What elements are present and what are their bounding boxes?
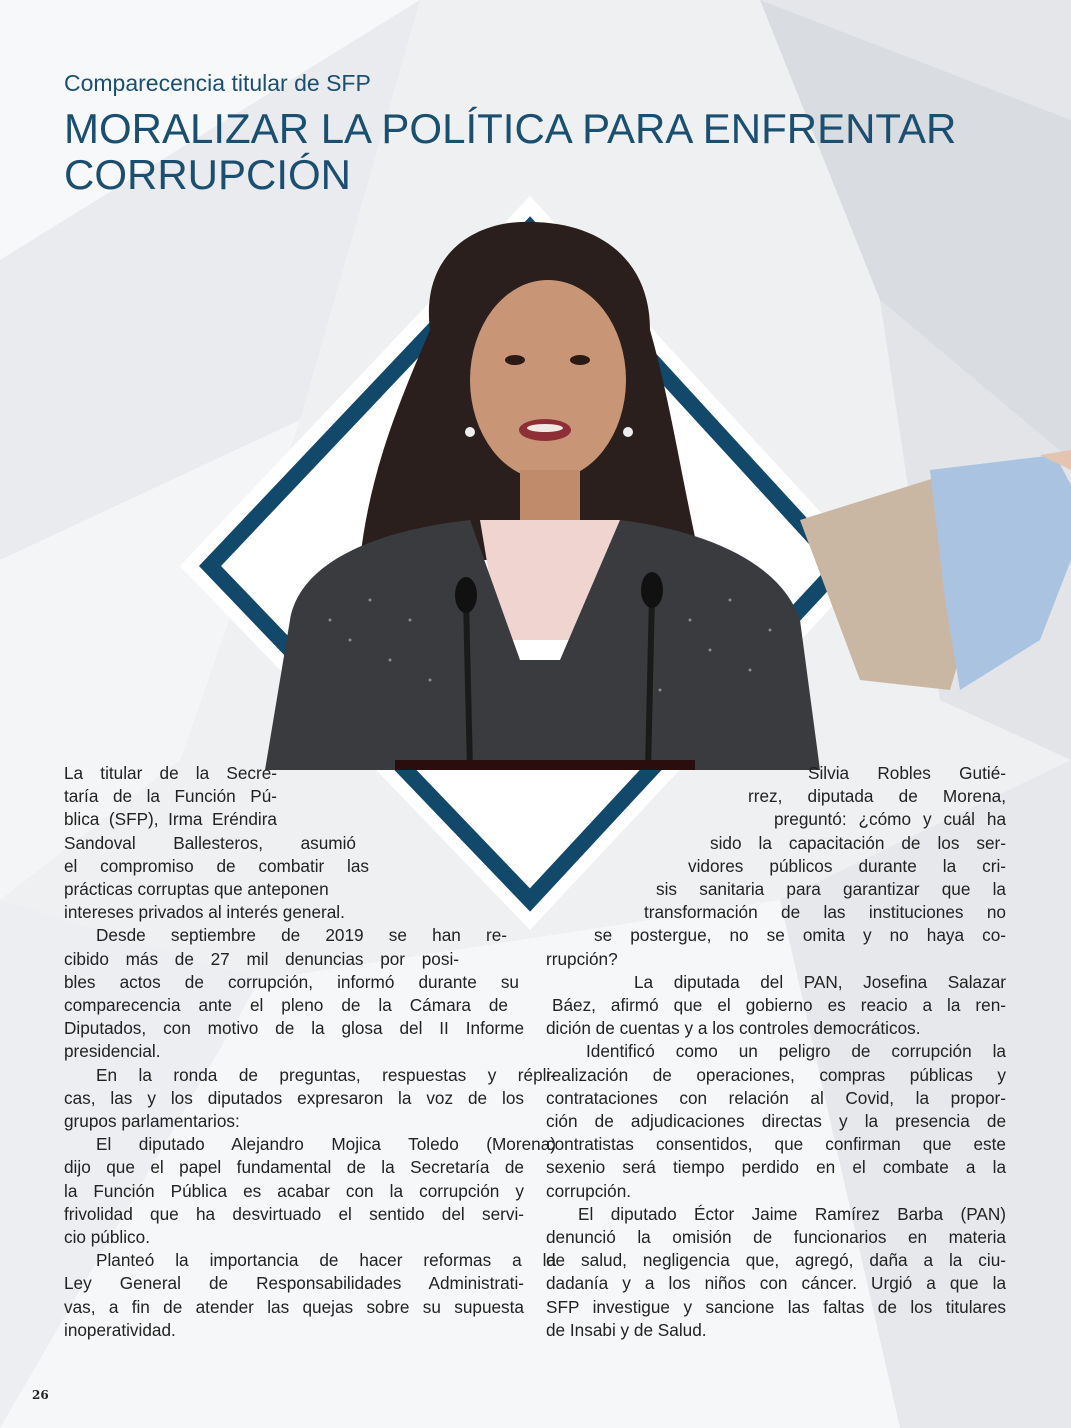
right_column-line: preguntó: ¿cómo y cuál ha [774,809,1006,830]
right_column-line: El diputado Éctor Jaime Ramírez Barba (PAN) [578,1203,1006,1224]
right-column-text [546,762,1006,1342]
right_column-line: corrupción. [546,1180,632,1201]
left_column-line: vas, a fin de atender las quejas sobre su supuesta [64,1296,524,1317]
page-number: 26 [32,1388,49,1402]
right_column-line: La diputada del PAN, Josefina Salazar [634,971,1006,992]
right_column-line: vidores públicos durante la cri- [688,855,1006,876]
right_column-line: se postergue, no se omita y no haya co- [594,925,1006,946]
left_column-line: bles actos de corrupción, informó durante su [64,971,519,992]
headline-line-2: CORRUPCIÓN [64,151,352,198]
right_column-line: SFP investigue y sancione las faltas de los titulares [546,1296,1006,1317]
right_column-line: rrez, diputada de Morena, [748,786,1006,807]
left_column-line: cibido más de 27 mil denuncias por posi- [64,948,459,969]
arm-illustration [800,450,1071,690]
left_column-line: la Función Pública es acabar con la corrupción y [64,1180,524,1201]
right_column-line: denunció la omisión de funcionarios en materia [546,1227,1006,1247]
left_column-line: blica (SFP), Irma Eréndira [64,809,277,830]
left_column-line: El diputado Alejandro Mojica Toledo (Morena) [96,1134,556,1155]
right_column-line: sexenio será tiempo perdido en el combate a la [546,1157,1006,1178]
left_column-line: cio público. [64,1227,150,1247]
left_column-line: En la ronda de preguntas, respuestas y répli- [96,1064,556,1085]
left_column-line: Diputados, con motivo de la glosa del II Informe [64,1018,524,1039]
right_column-line: transformación de las instituciones no [644,902,1006,923]
right_column-line: dición de cuentas y a los controles democráticos. [546,1018,921,1039]
headline-line-1: MORALIZAR LA POLÍTICA PARA ENFRENTAR [64,105,957,152]
left_column-line: Sandoval Ballesteros, asumió [64,832,356,853]
left_column-line: Desde septiembre de 2019 se han re- [96,925,507,946]
right_column-line: dadanía y a los niños con cáncer. Urgió a que la [546,1273,1006,1294]
right_column-line: Báez, afirmó que el gobierno es reacio a la ren- [552,995,1006,1015]
left_column-line: prácticas corruptas que anteponen [64,879,329,899]
left_column-line: inoperatividad. [64,1319,176,1340]
right_column-line: de salud, negligencia que, agregó, daña a la ciu- [546,1250,1006,1271]
left_column-line: Planteó la importancia de hacer reformas a la [96,1250,556,1271]
left_column-line: taría de la Función Pú- [64,786,277,807]
left_column-line: intereses privados al interés general. [64,902,345,923]
right_column-line: ción de adjudicaciones directas y la presencia de [546,1111,1006,1131]
right_column-line: Identificó como un peligro de corrupción la [586,1041,1006,1062]
right_column-line: contratistas consentidos, que confirman que este [546,1134,1006,1155]
left_column-line: grupos parlamentarios: [64,1111,240,1131]
left_column-line: La titular de la Secre- [64,763,277,783]
left-column-text [64,762,556,1342]
section-kicker: Comparecencia titular de SFP [64,70,371,96]
left_column-line: presidencial. [64,1041,161,1062]
right_column-line: sido la capacitación de los ser- [710,832,1006,853]
left_column-line: comparecencia ante el pleno de la Cámara de [64,995,508,1015]
left_column-line: el compromiso de combatir las [64,855,369,876]
right_column-line: contrataciones con relación al Covid, la propor- [546,1087,1006,1108]
right_column-line: realización de operaciones, compras públicas y [546,1064,1006,1085]
left_column-line: frivolidad que ha desvirtuado el sentido del servi- [64,1203,524,1224]
right_column-line: sis sanitaria para garantizar que la [656,879,1006,899]
left_column-line: Ley General de Responsabilidades Administrati- [64,1273,524,1294]
left_column-line: cas, las y los diputados expresaron la voz de los [64,1087,524,1108]
right_column-line: Silvia Robles Gutié- [808,763,1006,783]
right_column-line: de Insabi y de Salud. [546,1319,707,1340]
right_column-line: rrupción? [546,948,618,969]
left_column-line: dijo que el papel fundamental de la Secretaría de [64,1157,524,1178]
